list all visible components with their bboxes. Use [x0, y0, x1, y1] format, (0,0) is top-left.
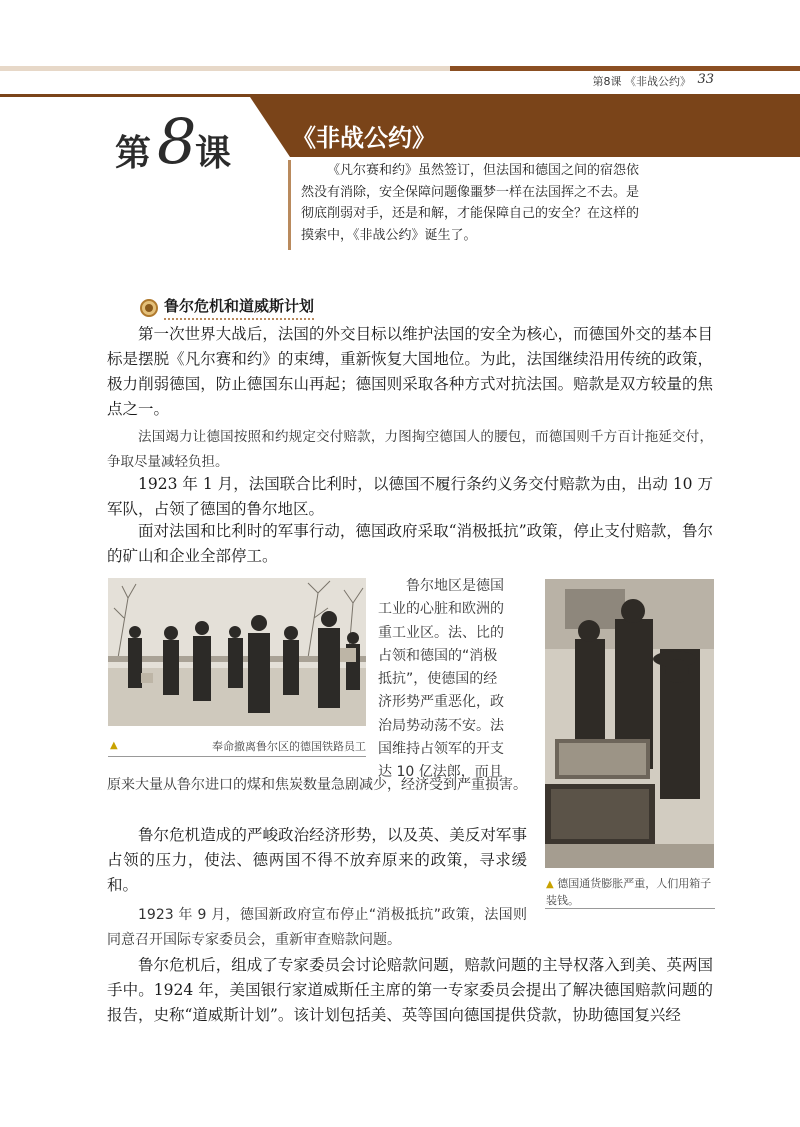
left-photo-caption: ▲ 奉命撤离鲁尔区的德国铁路员工: [110, 740, 366, 753]
ruhr-sidebar-text: 鲁尔地区是德国 工业的心脏和欧洲的 重工业区。法、比的 占领和德国的“消极 抵抗”，使德国的经 济形势严重恶化，政 治局势动荡不安。法 国维持占领军的开支 达 10 亿法郎，而且: [378, 578, 504, 781]
inflation-money-photo: [545, 579, 714, 868]
header-rule: [0, 94, 800, 97]
intro-bar: [288, 160, 291, 250]
lesson-title: 《非战公约》: [292, 124, 436, 152]
running-title: 第8课 《非战公约》: [592, 75, 692, 88]
caption-triangle-icon: ▲: [110, 740, 118, 751]
top-stripe: [0, 66, 800, 71]
right-caption-rule: [545, 908, 715, 909]
section-title: 鲁尔危机和道威斯计划: [164, 295, 314, 320]
paragraph-5: 鲁尔危机造成的严峻政治经济形势，以及英、美反对军事占领的压力，使法、德两国不得不放弃原来的政策，寻求缓和。: [107, 826, 527, 894]
paragraph-6: 1923 年 9 月，德国新政府宣布停止“消极抵抗”政策，法国则同意召开国际专家委员会，重新审查赔款问题。: [107, 907, 527, 948]
section-heading: [140, 295, 314, 320]
left-caption-rule: [108, 756, 366, 757]
paragraph-7: 鲁尔危机后，组成了专家委员会讨论赔款问题，赔款问题的主导权落入到美、英两国手中。1924 年，美国银行家道威斯任主席的第一专家委员会提出了解决德国赔款问题的报告，史称“道威斯计划”。该计划包括美、英等国向德国提供贷款，协助德国复兴经: [107, 956, 713, 1024]
paragraph-1: 第一次世界大战后，法国的外交目标以维护法国的安全为核心，而德国外交的基本目标是摆脱《凡尔赛和约》的束缚，重新恢复大国地位。为此，法国继续沿用传统的政策，极力削弱德国，防止德国东山再起；德国则采取各种方式对抗法国。赔款是双方较量的焦点之一。: [107, 325, 713, 418]
paragraph-2: 法国竭力让德国按照和约规定交付赔款，力图掏空德国人的腰包，而德国则千方百计拖延交付，争取尽量减轻负担。: [107, 429, 713, 470]
right-photo-caption: ▲ 德国通货膨胀严重，人们用箱子装钱。: [546, 877, 712, 907]
page-number: 33: [697, 72, 714, 87]
paragraph-3: 1923 年 1 月，法国联合比利时，以德国不履行条约义务交付赔款为由，出动 10 万军队，占领了德国的鲁尔地区。: [107, 475, 713, 518]
railway-workers-photo: [108, 578, 366, 726]
medallion-icon: [140, 299, 158, 317]
lesson-intro: 《凡尔赛和约》虽然签订，但法国和德国之间的宿怨依然没有消除，安全保障问题像噩梦一样在法国挥之不去。是彻底削弱对手，还是和解，才能保障自己的安全？在这样的摸索中，《非战公约》诞生了。: [301, 163, 640, 243]
paragraph-4: 面对法国和比利时的军事行动，德国政府采取“消极抵抗”政策，停止支付赔款，鲁尔的矿山和企业全部停工。: [107, 522, 713, 565]
caption-triangle-icon: ▲: [546, 879, 554, 890]
ruhr-sidebar-tail: 原来大量从鲁尔进口的煤和焦炭数量急剧减少，经济受到严重损害。: [107, 777, 527, 793]
lesson-number: 第 8 课: [115, 105, 232, 178]
